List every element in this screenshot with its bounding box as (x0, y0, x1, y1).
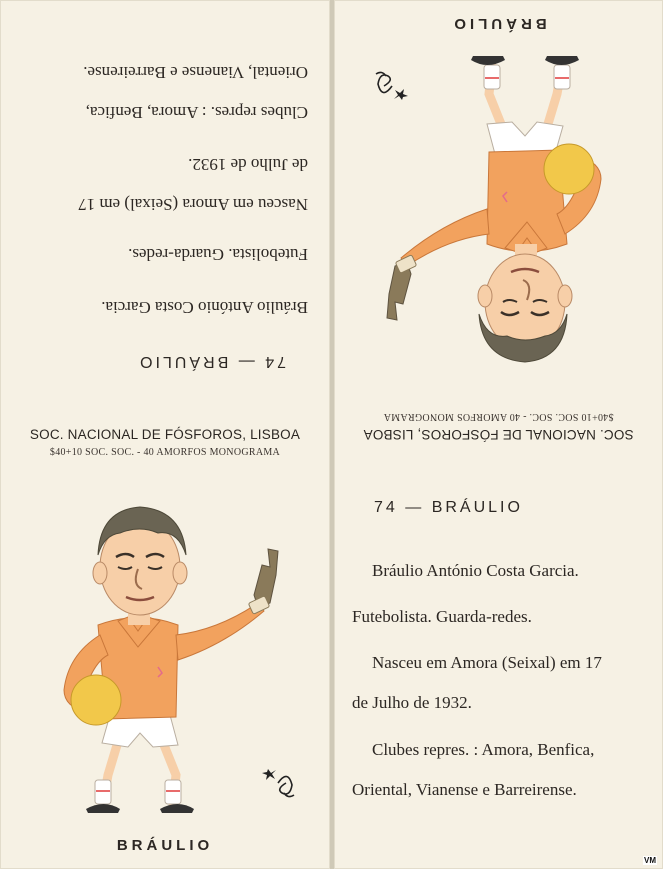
right-upper-caricature-inverted (334, 0, 663, 442)
bio-line-5: Clubes repres. : Amora, Benfica, (85, 103, 308, 122)
player-caricature (357, 44, 637, 384)
bio-line-1: Bráulio António Costa Garcia. (101, 298, 308, 317)
publisher-name: SOC. NACIONAL DE FÓSFOROS, LISBOA (363, 427, 634, 442)
artist-signature (262, 769, 294, 797)
right-lower-bio (334, 435, 663, 869)
left-lower-caricature (0, 427, 330, 869)
bio-line-2: Futebolista. Guarda-redes. (128, 245, 308, 264)
bio-line-3: Nasceu em Amora (Seixal) em 17 (372, 653, 602, 672)
publisher-name: SOC. NACIONAL DE FÓSFOROS, LISBOA (29, 427, 301, 442)
bio-line-4: de Julho de 1932. (352, 693, 472, 712)
bio-line-1: Bráulio António Costa Garcia. (372, 561, 579, 580)
player-name-label: BRÁULIO (116, 837, 214, 854)
bio-line-2: Futebolista. Guarda-redes. (352, 607, 532, 626)
card-heading: 74 — BRÁULIO (137, 353, 286, 370)
bio-line-4: de Julho de 1932. (188, 155, 308, 174)
publisher-imprint: $40+10 SOC. SOC. - 40 AMORFOS MONOGRAMA (49, 447, 281, 458)
bio-line-5: Clubes repres. : Amora, Benfica, (372, 740, 595, 759)
bio-line-6: Oriental, Vianense e Barreirense. (352, 780, 577, 799)
left-upper-bio-inverted (0, 0, 330, 434)
player-name-label: BRÁULIO (450, 15, 547, 32)
artist-signature (376, 72, 408, 100)
card-heading: 74 — BRÁULIO (374, 499, 523, 516)
bio-line-3: Nasceu em Amora (Seixal) em 17 (78, 195, 308, 214)
watermark: VM (644, 856, 656, 865)
matchbox-label-right (334, 0, 663, 869)
bio-line-6: Oriental, Vianense e Barreirense. (83, 63, 308, 82)
matchbox-label-left (0, 0, 330, 869)
publisher-imprint: $40+10 SOC. SOC. - 40 AMORFOS MONOGRAMA (383, 411, 614, 422)
player-caricature (28, 485, 308, 825)
